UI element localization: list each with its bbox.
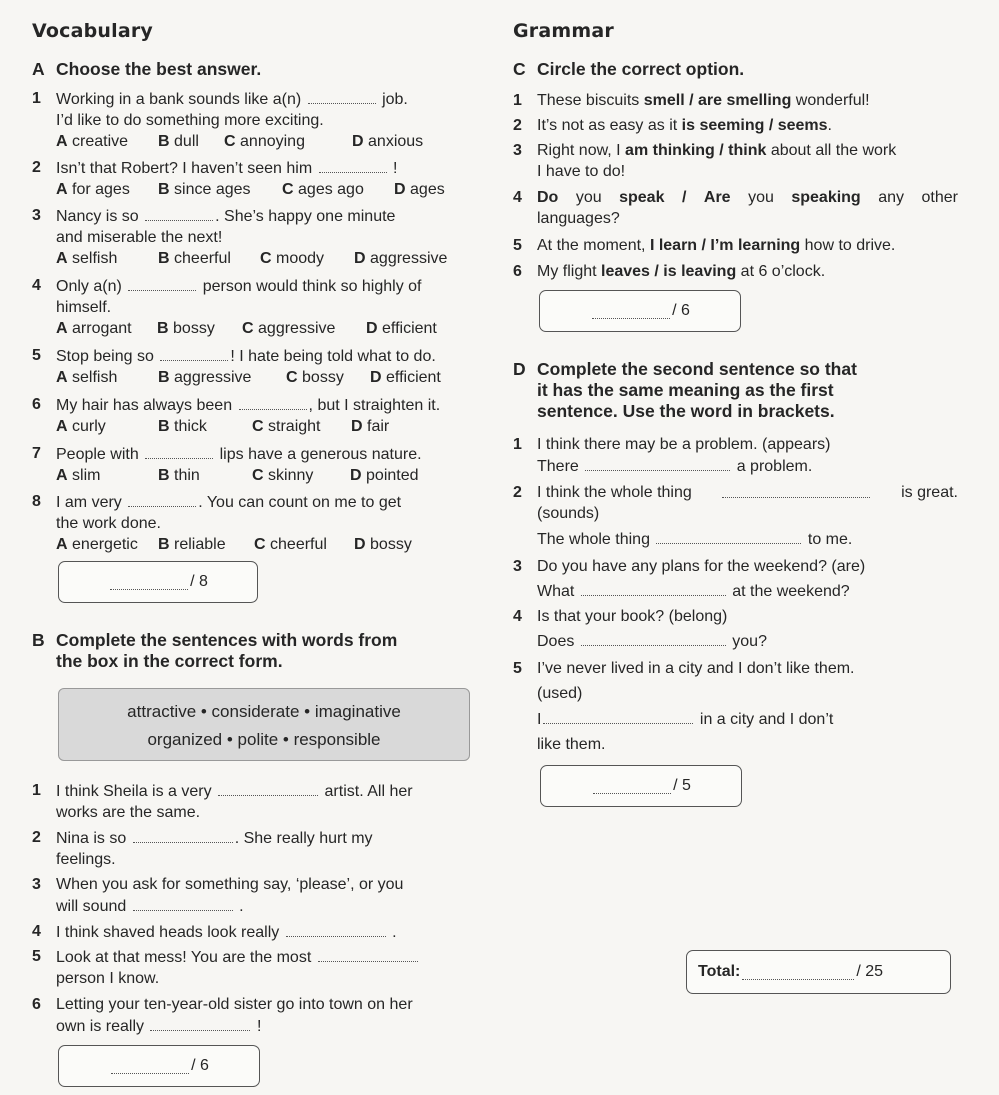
item-text: Look at that mess! You are the most — [56, 949, 312, 966]
item-text: , but I straighten it. — [308, 397, 441, 414]
item-number: 1 — [513, 436, 522, 453]
item-text: When you ask for something say, ‘please’, or you — [56, 876, 404, 893]
item-text: Does — [537, 633, 575, 650]
item-text: you? — [732, 633, 767, 650]
item-text: person I know. — [56, 970, 160, 987]
task-a-heading — [32, 59, 477, 80]
option-d[interactable]: D ages — [394, 181, 445, 198]
task-d-item-3 — [513, 556, 958, 602]
vocabulary-title: Vocabulary — [32, 20, 154, 42]
task-b-item-2 — [32, 827, 477, 870]
item-text: about all the work — [766, 142, 897, 159]
item-number: 1 — [32, 90, 41, 107]
item-text: artist. All her — [324, 783, 413, 800]
task-d-heading — [513, 359, 958, 422]
option-choice[interactable]: am thinking / think — [625, 142, 767, 159]
task-a-score: / 8 — [190, 573, 208, 590]
answer-blank[interactable] — [133, 827, 233, 843]
option-d[interactable]: D efficient — [366, 320, 437, 337]
item-text: is great. — [901, 484, 958, 501]
item-text: Isn’t that Robert? I haven’t seen him — [56, 160, 313, 177]
item-text: ! — [393, 160, 398, 177]
task-d-score-box — [540, 765, 742, 807]
item-text: Nancy is so — [56, 208, 139, 225]
answer-options — [56, 367, 477, 388]
item-text: (sounds) — [537, 505, 600, 522]
option-d[interactable]: D aggressive — [354, 250, 448, 267]
task-b-item-6 — [32, 994, 477, 1037]
item-number: 3 — [513, 558, 522, 575]
answer-options — [56, 465, 477, 486]
task-a-item-1 — [32, 88, 477, 152]
option-b[interactable]: B thick — [158, 418, 207, 435]
option-d[interactable]: D pointed — [350, 467, 419, 484]
item-text: . You can count on me to get — [198, 494, 402, 511]
item-text: . She’s happy one minute — [215, 208, 396, 225]
item-text: Nina is so — [56, 830, 127, 847]
item-text: and miserable the next! — [56, 229, 223, 246]
answer-blank[interactable] — [308, 88, 376, 104]
word-box-line: attractive • considerate • imaginative — [127, 702, 401, 721]
score-blank[interactable] — [111, 1058, 189, 1074]
item-text: own is really — [56, 1018, 145, 1035]
item-text: I think there may be a problem. (appears) — [537, 436, 831, 453]
task-a-letter: A — [32, 59, 45, 79]
answer-options — [56, 179, 477, 200]
answer-blank[interactable] — [319, 157, 387, 173]
word-box-line: organized • polite • responsible — [147, 730, 381, 749]
item-text: languages? — [537, 210, 620, 227]
item-text: I think shaved heads look really — [56, 924, 280, 941]
item-number: 5 — [513, 660, 522, 677]
option-d[interactable]: D bossy — [354, 536, 412, 553]
item-text: Working in a bank sounds like a(n) — [56, 91, 302, 108]
task-b-instruction: Complete the sentences with words from — [56, 630, 398, 650]
item-text: I am very — [56, 494, 122, 511]
item-number: 3 — [513, 142, 522, 159]
option-c[interactable]: C bossy — [286, 369, 344, 386]
item-number: 7 — [32, 445, 41, 462]
item-text: works are the same. — [56, 804, 201, 821]
task-c-letter: C — [513, 59, 526, 79]
option-c[interactable]: C straight — [252, 418, 321, 435]
task-a-item-2 — [32, 157, 477, 200]
item-text: ! — [256, 1018, 262, 1035]
item-text: . — [827, 117, 832, 134]
item-text: a problem. — [736, 458, 813, 475]
task-c-item-2 — [513, 115, 958, 136]
total-blank[interactable] — [742, 964, 854, 980]
item-text: Only a(n) — [56, 278, 122, 295]
option-b[interactable]: B since ages — [158, 181, 251, 198]
item-text: My hair has always been — [56, 397, 233, 414]
item-text: I think the whole thing — [537, 484, 692, 501]
item-text: . — [239, 898, 244, 915]
task-c-item-5 — [513, 235, 958, 256]
task-d-instruction: it has the same meaning as the first — [537, 380, 834, 400]
option-d[interactable]: D efficient — [370, 369, 441, 386]
item-text: . She really hurt my — [234, 830, 373, 847]
task-c-item-6 — [513, 261, 958, 282]
item-text: how to drive. — [800, 237, 896, 254]
item-text: There — [537, 458, 579, 475]
item-number: 2 — [32, 159, 41, 176]
option-b[interactable]: B cheerful — [158, 250, 231, 267]
option-a[interactable]: A curly — [56, 418, 106, 435]
item-number: 4 — [32, 277, 41, 294]
item-text: It’s not as easy as it — [537, 117, 682, 134]
item-text: wonderful! — [791, 92, 870, 109]
item-number: 1 — [32, 782, 41, 799]
option-c[interactable]: C moody — [260, 250, 325, 267]
item-text: . — [392, 924, 397, 941]
item-text: job. — [382, 91, 408, 108]
total-score: / 25 — [856, 963, 884, 980]
task-c-score-box — [539, 290, 741, 332]
item-text: at 6 o’clock. — [736, 263, 826, 280]
answer-options — [56, 416, 477, 437]
task-a-item-8 — [32, 491, 477, 555]
score-blank[interactable] — [592, 303, 670, 319]
answer-blank[interactable] — [286, 921, 386, 937]
answer-blank[interactable] — [722, 482, 870, 498]
option-b[interactable]: B dull — [158, 133, 199, 150]
answer-blank[interactable] — [128, 275, 196, 291]
total-label: Total: — [698, 963, 741, 980]
option-a[interactable]: A creative — [56, 133, 129, 150]
word-box — [58, 688, 470, 761]
answer-options — [56, 534, 477, 555]
option-a[interactable]: A energetic — [56, 536, 138, 553]
item-number: 4 — [513, 189, 522, 206]
option-c[interactable]: C cheerful — [254, 536, 327, 553]
option-b[interactable]: B aggressive — [158, 369, 252, 386]
task-d-instruction: Complete the second sentence so that — [537, 359, 857, 379]
task-a-item-3 — [32, 205, 477, 269]
answer-options — [56, 248, 477, 269]
task-d-instruction: sentence. Use the word in brackets. — [537, 401, 835, 421]
option-b[interactable]: B bossy — [157, 320, 215, 337]
answer-options — [56, 131, 477, 152]
item-number: 5 — [32, 347, 41, 364]
item-number: 1 — [513, 92, 522, 109]
item-number: 2 — [513, 484, 522, 501]
item-text: My flight — [537, 263, 602, 280]
task-c-item-3 — [513, 140, 958, 182]
option-a[interactable]: A for ages — [56, 181, 130, 198]
task-b-score-box — [58, 1045, 260, 1087]
task-b-item-3 — [32, 874, 477, 917]
item-text: I have to do! — [537, 163, 626, 180]
option-choice[interactable]: Do you speak / Are you speaking any other — [537, 189, 958, 206]
item-text: person would think so highly of — [202, 278, 422, 295]
option-choice[interactable]: leaves / is leaving — [601, 263, 737, 280]
item-text: like them. — [537, 736, 606, 753]
task-d-letter: D — [513, 359, 526, 379]
item-text: I’ve never lived in a city and I don’t like them. — [537, 660, 855, 677]
task-d-score: / 5 — [673, 777, 691, 794]
option-choice[interactable]: smell / are smelling — [643, 92, 792, 109]
option-a[interactable]: A slim — [56, 467, 101, 484]
answer-blank[interactable] — [318, 946, 418, 962]
answer-blank[interactable] — [145, 205, 213, 221]
answer-blank[interactable] — [128, 491, 196, 507]
task-c-item-4 — [513, 187, 958, 229]
task-d-item-5 — [513, 658, 958, 755]
item-text: himself. — [56, 299, 112, 316]
item-number: 4 — [513, 608, 522, 625]
item-text: Right now, I — [537, 142, 626, 159]
item-text: Stop being so — [56, 348, 154, 365]
option-b[interactable]: B thin — [158, 467, 200, 484]
task-c-score: / 6 — [672, 302, 690, 319]
item-text: I — [537, 711, 542, 728]
item-text: in a city and I don’t — [699, 711, 834, 728]
item-text: What — [537, 583, 575, 600]
answer-blank[interactable] — [656, 528, 801, 544]
item-text: feelings. — [56, 851, 116, 868]
answer-options — [56, 318, 477, 339]
score-blank[interactable] — [110, 574, 188, 590]
item-text: The whole thing — [537, 531, 650, 548]
item-text: ! I hate being told what to do. — [230, 348, 436, 365]
task-b-instruction: the box in the correct form. — [56, 651, 283, 671]
item-number: 6 — [513, 263, 522, 280]
task-a-item-5 — [32, 345, 477, 388]
item-text: at the weekend? — [732, 583, 850, 600]
task-a-instruction: Choose the best answer. — [56, 59, 262, 79]
answer-blank[interactable] — [581, 630, 726, 646]
item-text: At the moment, — [537, 237, 650, 254]
option-b[interactable]: B reliable — [158, 536, 226, 553]
item-number: 2 — [513, 117, 522, 134]
grammar-title: Grammar — [513, 20, 614, 42]
item-text: (used) — [537, 685, 583, 702]
item-number: 2 — [32, 829, 41, 846]
task-b-heading — [32, 630, 477, 672]
option-c[interactable]: C annoying — [224, 133, 305, 150]
option-d[interactable]: D anxious — [352, 133, 424, 150]
task-c-heading — [513, 59, 958, 80]
option-c[interactable]: C aggressive — [242, 320, 336, 337]
answer-blank[interactable] — [239, 394, 307, 410]
task-d-item-4 — [513, 606, 958, 652]
option-c[interactable]: C skinny — [252, 467, 314, 484]
task-a-item-7 — [32, 443, 477, 486]
answer-blank[interactable] — [581, 580, 726, 596]
item-number: 4 — [32, 923, 41, 940]
task-d-item-2 — [513, 482, 958, 550]
item-text: lips have a generous nature. — [219, 446, 422, 463]
answer-blank[interactable] — [543, 708, 693, 724]
answer-blank[interactable] — [133, 895, 233, 911]
option-choice[interactable]: I learn / I’m learning — [649, 237, 801, 254]
task-b-letter: B — [32, 630, 45, 650]
item-text: I think Sheila is a very — [56, 783, 212, 800]
item-text: the work done. — [56, 515, 161, 532]
item-number: 6 — [32, 396, 41, 413]
item-text: Do you have any plans for the weekend? (are) — [537, 558, 866, 575]
item-number: 3 — [32, 876, 41, 893]
item-number: 5 — [32, 948, 41, 965]
option-a[interactable]: A selfish — [56, 250, 118, 267]
item-number: 6 — [32, 996, 41, 1013]
task-a-item-6 — [32, 394, 477, 437]
option-d[interactable]: D fair — [351, 418, 390, 435]
answer-blank[interactable] — [218, 780, 318, 796]
option-c[interactable]: C ages ago — [282, 181, 364, 198]
item-number: 5 — [513, 237, 522, 254]
item-text: Is that your book? (belong) — [537, 608, 728, 625]
item-number: 3 — [32, 207, 41, 224]
score-blank[interactable] — [593, 778, 671, 794]
answer-blank[interactable] — [145, 443, 213, 459]
task-b-item-1 — [32, 780, 477, 823]
item-text: People with — [56, 446, 139, 463]
task-b-item-4 — [32, 921, 477, 943]
task-a-item-4 — [32, 275, 477, 339]
item-text: These biscuits — [537, 92, 644, 109]
answer-blank[interactable] — [150, 1015, 250, 1031]
option-a[interactable]: A selfish — [56, 369, 118, 386]
total-score-box — [686, 950, 951, 994]
task-c-item-1 — [513, 90, 958, 111]
item-number: 8 — [32, 493, 41, 510]
item-text: Letting your ten-year-old sister go into town on her — [56, 996, 413, 1013]
item-text: I’d like to do something more exciting. — [56, 112, 324, 129]
option-a[interactable]: A arrogant — [56, 320, 132, 337]
task-d-item-1 — [513, 434, 958, 477]
option-choice[interactable]: is seeming / seems — [681, 117, 828, 134]
task-a-score-box — [58, 561, 258, 603]
item-text: to me. — [807, 531, 853, 548]
answer-blank[interactable] — [585, 455, 730, 471]
task-c-instruction: Circle the correct option. — [537, 59, 745, 79]
answer-blank[interactable] — [160, 345, 228, 361]
item-text: will sound — [56, 898, 127, 915]
task-b-score: / 6 — [191, 1057, 209, 1074]
task-b-item-5 — [32, 946, 477, 989]
